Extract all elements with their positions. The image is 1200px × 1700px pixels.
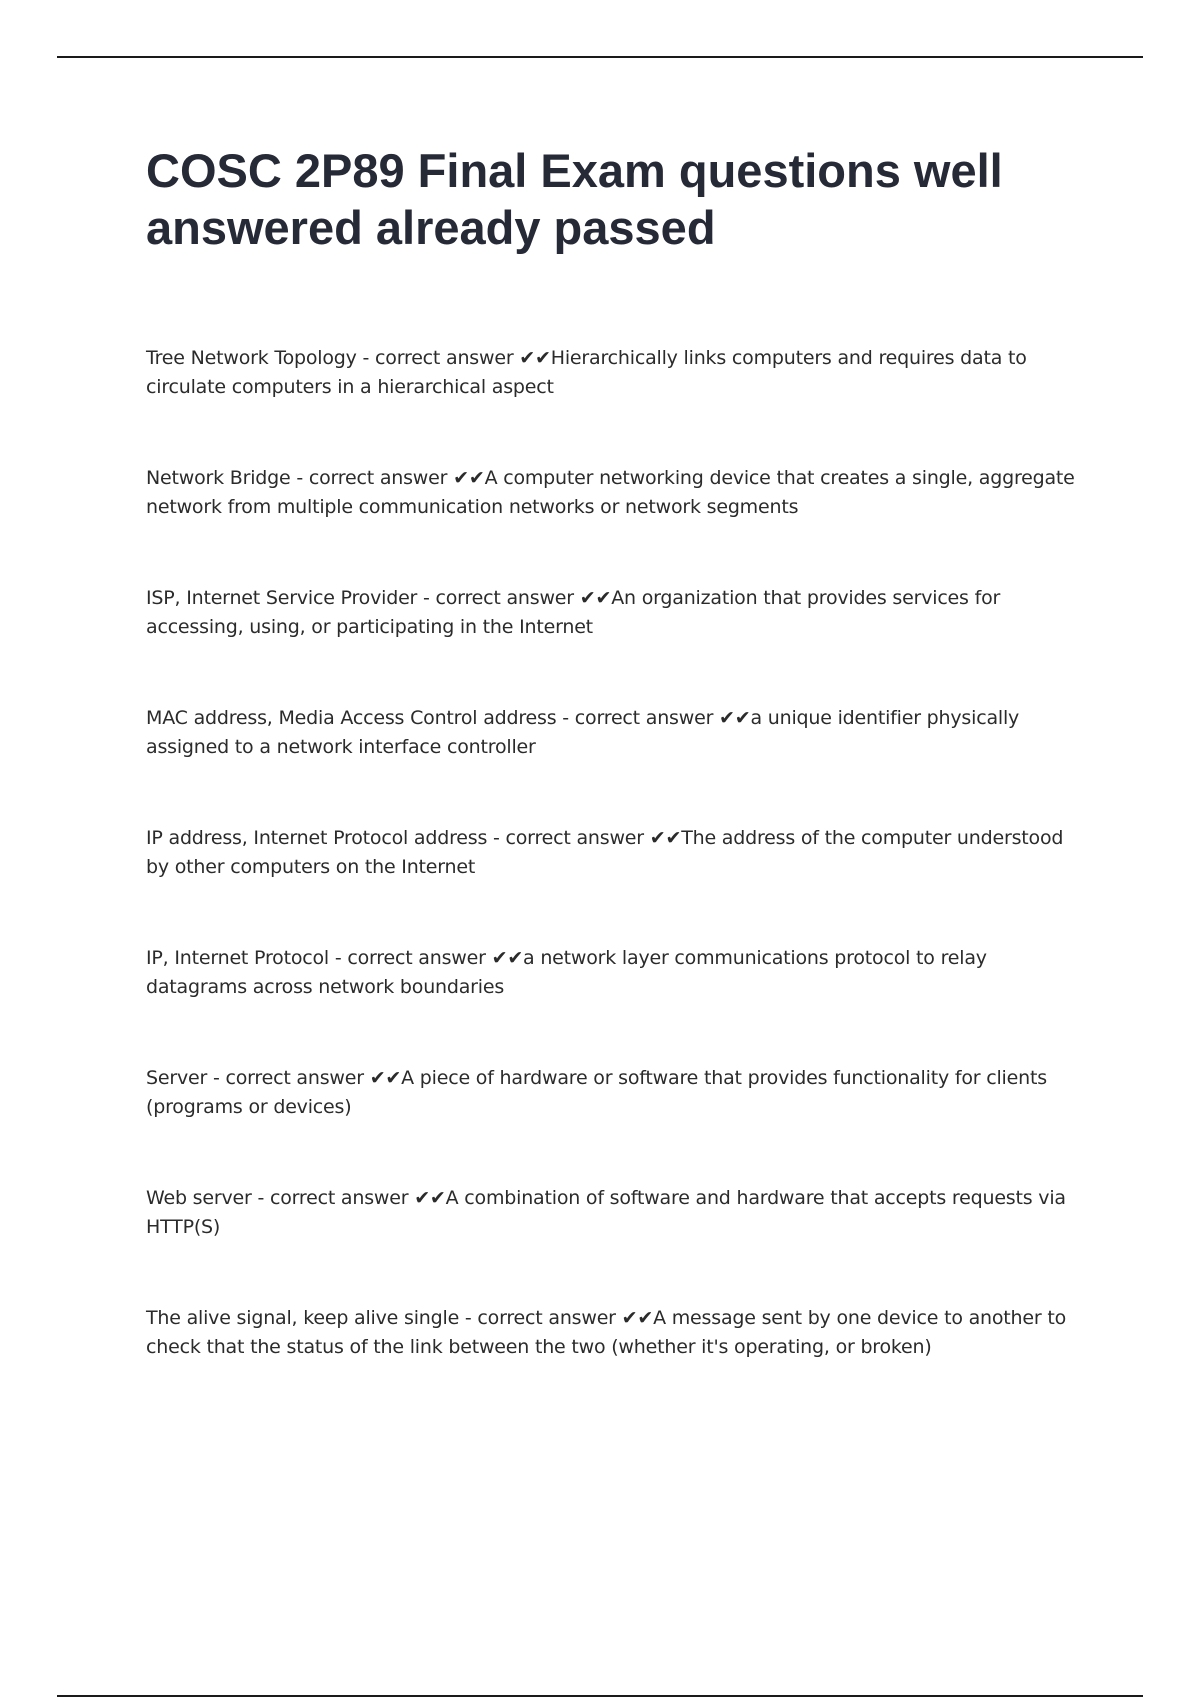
qa-separator: - [290, 467, 309, 489]
qa-list [146, 344, 1086, 1424]
qa-item [146, 944, 1086, 1064]
qa-term: Network Bridge [146, 467, 291, 489]
qa-definition: A piece of hardware or software that provides functionality for clients (programs or devices) [146, 1067, 1047, 1118]
qa-answer-label: correct answer [505, 827, 644, 849]
qa-answer-label: correct answer [269, 1187, 409, 1209]
qa-term: Server [146, 1067, 208, 1089]
qa-separator: - [487, 827, 506, 849]
qa-separator: - [329, 947, 348, 969]
qa-separator: - [417, 587, 436, 609]
qa-definition: A combination of software and hardware that accepts requests via HTTP(S) [146, 1187, 1066, 1238]
qa-answer-label: correct answer [574, 707, 714, 729]
qa-item [146, 1184, 1086, 1304]
qa-separator: - [556, 707, 575, 729]
qa-separator: - [207, 1067, 226, 1089]
qa-item [146, 1064, 1086, 1184]
check-icon: ✔✔ [579, 587, 612, 609]
qa-term: Tree Network Topology [146, 347, 357, 369]
check-icon: ✔✔ [621, 1307, 654, 1329]
qa-definition: The address of the computer understood by other computers on the Internet [146, 827, 1064, 878]
qa-item [146, 344, 1086, 464]
qa-term: IP, Internet Protocol [146, 947, 329, 969]
qa-definition: An organization that provides services for accessing, using, or participating in the Internet [146, 587, 1001, 638]
check-icon: ✔✔ [453, 467, 485, 489]
qa-separator: - [251, 1187, 270, 1209]
check-icon: ✔✔ [414, 1187, 446, 1209]
qa-answer-label: correct answer [375, 347, 514, 369]
qa-answer-label: correct answer [225, 1067, 364, 1089]
qa-term: IP address, Internet Protocol address [146, 827, 488, 849]
check-icon: ✔✔ [649, 827, 682, 849]
top-divider [57, 56, 1143, 58]
qa-item [146, 1304, 1086, 1424]
bottom-divider [57, 1695, 1143, 1697]
qa-term: Web server [146, 1187, 252, 1209]
qa-answer-label: correct answer [347, 947, 486, 969]
check-icon: ✔✔ [369, 1067, 402, 1089]
qa-term: ISP, Internet Service Provider [146, 587, 418, 609]
check-icon: ✔✔ [719, 707, 751, 729]
qa-item [146, 584, 1086, 704]
qa-answer-label: correct answer [435, 587, 574, 609]
check-icon: ✔✔ [491, 947, 524, 969]
qa-definition: a network layer communications protocol to relay datagrams across network boundaries [146, 947, 987, 998]
check-icon: ✔✔ [519, 347, 551, 369]
qa-term: The alive signal, keep alive single [146, 1307, 460, 1329]
qa-definition: Hierarchically links computers and requires data to circulate computers in a hierarchical aspect [146, 347, 1027, 398]
qa-definition: A message sent by one device to another to check that the status of the link between the two (whether it's operating, or broken) [146, 1307, 1067, 1358]
qa-answer-label: correct answer [308, 467, 448, 489]
qa-definition: A computer networking device that creates a single, aggregate network from multiple communication networks or network segments [146, 467, 1075, 518]
qa-separator: - [356, 347, 376, 369]
qa-item [146, 704, 1086, 824]
qa-answer-label: correct answer [477, 1307, 616, 1329]
qa-definition: a unique identifier physically assigned to a network interface controller [146, 707, 1020, 758]
qa-item [146, 824, 1086, 944]
qa-item [146, 464, 1086, 584]
qa-term: MAC address, Media Access Control address [146, 707, 557, 729]
page-title: COSC 2P89 Final Exam questions well answered already passed [146, 144, 1003, 254]
qa-separator: - [459, 1307, 478, 1329]
